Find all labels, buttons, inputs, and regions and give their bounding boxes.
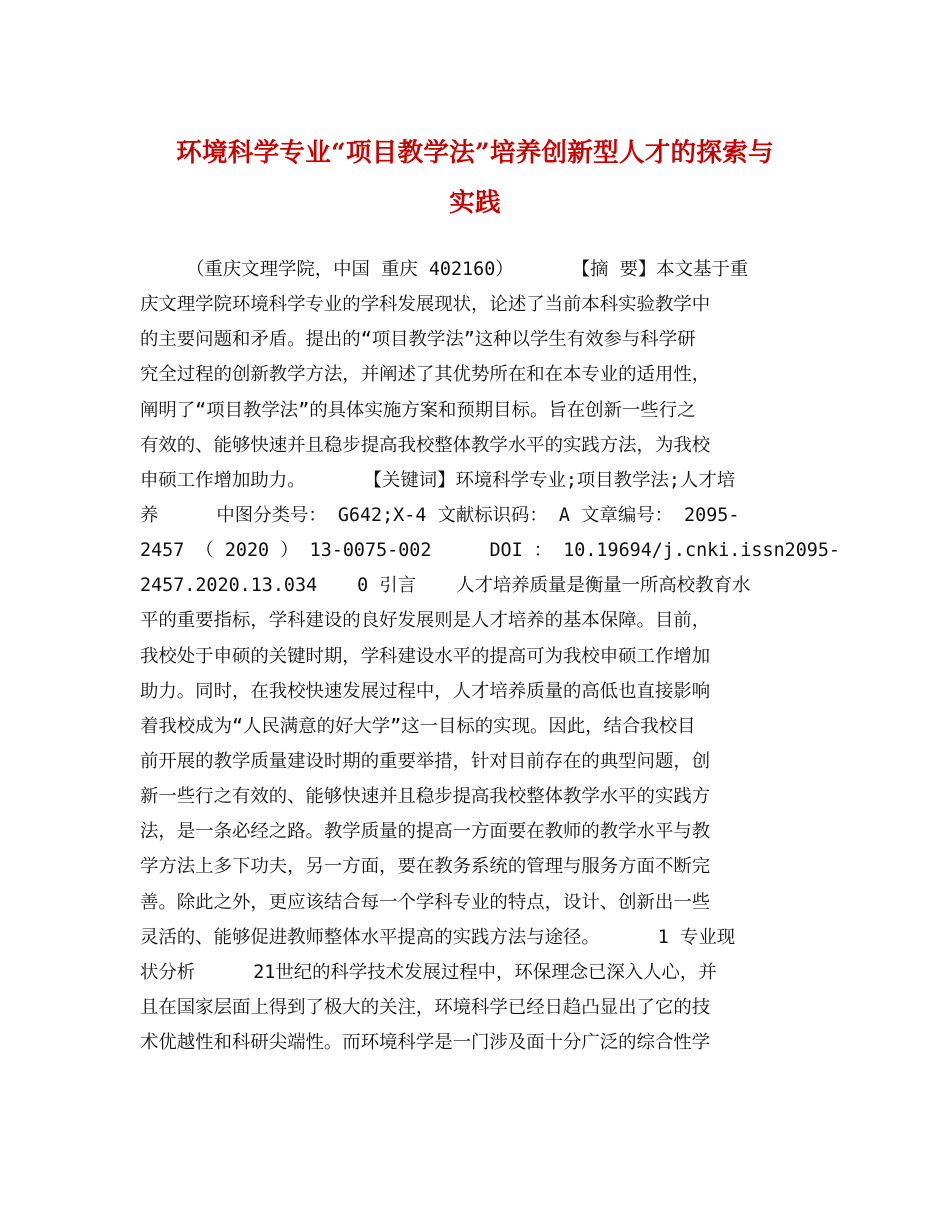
keywords-start: 【关键词】环境科学专业;项目教学法;人才培 <box>363 469 736 491</box>
body-line: 前开展的教学质量建设时期的重要举措，针对目前存在的典型问题，创 <box>140 750 711 772</box>
abstract-end: 申硕工作增加助力。 <box>140 469 306 491</box>
abstract-start: 【摘 要】本文基于重 <box>571 259 749 280</box>
doi-end: 2457.2020.13.034 <box>140 575 318 597</box>
body-line <box>140 533 841 568</box>
section-heading-intro: 0 引言 <box>357 575 417 597</box>
body-line: 究全过程的创新教学方法，并阐述了其优势所在和在本专业的适用性， <box>140 364 711 386</box>
classification-info: 中图分类号： G642;X-4 文献标识码： A 文章编号： 2095- <box>216 504 740 526</box>
body-line <box>140 955 816 990</box>
body-line: 法，是一条必经之路。教学质量的提高一方面要在教师的教学水平与教 <box>140 821 711 843</box>
section-1-start: 21世纪的科学技术发展过程中，环保理念已深入人心，并 <box>253 961 717 983</box>
author-affiliation: （重庆文理学院，中国 重庆 402160） <box>186 259 514 280</box>
intro-start: 人才培养质量是衡量一所高校教育水 <box>456 575 751 597</box>
doi-start: DOI ： 10.19694/j.cnki.issn2095- <box>489 540 841 562</box>
intro-end: 灵活的、能够促进教师整体水平提高的实践方法与途径。 <box>140 926 600 948</box>
body-line: 善。除此之外，更应该结合每一个学科专业的特点，设计、创新出一些 <box>140 891 711 913</box>
body-line: 着我校成为“人民满意的好大学”这一目标的实现。因此，结合我校目 <box>140 715 696 737</box>
body-line: 阐明了“项目教学法”的具体实施方案和预期目标。旨在创新一些行之 <box>140 399 696 421</box>
document-title <box>130 128 820 228</box>
body-line: 新一些行之有效的、能够快速并且稳步提高我校整体教学水平的实践方 <box>140 786 711 808</box>
body-line <box>140 463 816 498</box>
document-body <box>140 252 841 1060</box>
body-line: 助力。同时，在我校快速发展过程中，人才培养质量的高低也直接影响 <box>140 680 711 702</box>
body-line: 术优越性和科研尖端性。而环境科学是一门涉及面十分广泛的综合性学 <box>140 1032 711 1054</box>
title-line-2: 实践 <box>449 188 501 218</box>
body-line: 有效的、能够快速并且稳步提高我校整体教学水平的实践方法，为我校 <box>140 434 711 456</box>
body-line <box>140 920 816 955</box>
title-line-1: 环境科学专业“项目教学法”培养创新型人才的探索与 <box>176 138 774 168</box>
body-line: 庆文理学院环境科学专业的学科发展现状，论述了当前本科实验教学中 <box>140 294 711 316</box>
article-number: 2457 （ 2020 ） 13-0075-002 <box>140 540 432 562</box>
section-heading-1-end: 状分析 <box>140 961 196 983</box>
body-line: 平的重要指标，学科建设的良好发展则是人才培养的基本保障。目前， <box>140 610 711 632</box>
body-line <box>140 252 816 287</box>
body-line: 学方法上多下功夫，另一方面，要在教务系统的管理与服务方面不断完 <box>140 856 711 878</box>
section-heading-1-start: 1 专业现 <box>657 926 736 948</box>
body-line: 且在国家层面上得到了极大的关注，环境科学已经日趋凸显出了它的技 <box>140 996 711 1018</box>
body-line: 我校处于申硕的关键时期，学科建设水平的提高可为我校申硕工作增加 <box>140 645 711 667</box>
body-line <box>140 568 816 603</box>
body-line: 的主要问题和矛盾。提出的“项目教学法”这种以学生有效参与科学研 <box>140 329 696 351</box>
body-line <box>140 498 816 533</box>
keywords-end: 养 <box>140 504 159 526</box>
